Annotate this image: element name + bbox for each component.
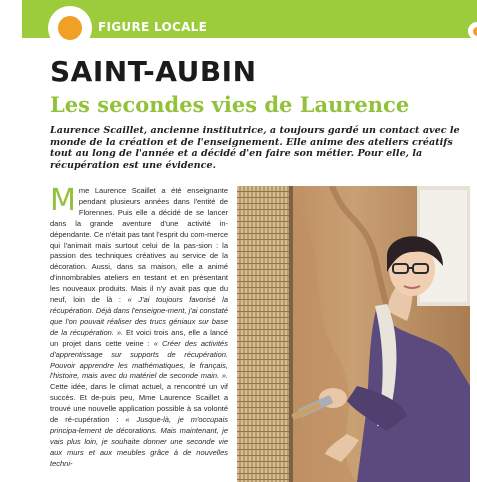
body-quote-3: « Jusque-là, je m'occupais principa-lement de décorations. Mais maintenant, je vais plus loin, je souhaite donner une seconde vie aux murs et aux meubles grâce à de nouvelles techni-	[50, 415, 228, 468]
body-paragraph-1: me Laurence Scaillet a été enseignante pendant plusieurs années dans l'entité de Florennes. Puis elle a décidé de se lancer dans la grande aventure d'une activité in-dépendante. Ce n'était pas tant l'esprit du com-merce qui l'animait mais surtout celui de la pas-sion : la passion des techniques créatives au service de la décoration. Aussi, dans sa maison, elle a animé d'innombrables ateliers en testant et en présentant les nouveaux produits. Mais il n'y avait pas que du neuf, loin de là :	[50, 186, 228, 305]
orange-dot-icon	[58, 16, 82, 40]
article-photo	[237, 186, 470, 482]
article-lead: Laurence Scaillet, ancienne institutrice, a toujours gardé un contact avec le monde de la création et de l'enseignement. Elle anime des ateliers créatifs tout au long de l'année et a décidé d'en faire son métier. Pour elle, la récupération est une évidence.	[50, 125, 460, 171]
article-body	[50, 186, 228, 482]
article-subtitle: Les secondes vies de Laurence	[50, 92, 410, 117]
corner-dot-icon	[473, 27, 477, 36]
article-title: SAINT-AUBIN	[50, 55, 257, 88]
body-paragraph-3: Cette idée, dans le climat actuel, a rencontré un vif succès. Et de-puis peu, Mme Laurence Scaillet a trouvé une nouvelle application possible à sa volonté de ré-cupération :	[50, 382, 228, 425]
photo-illustration	[237, 186, 470, 482]
category-marker-icon	[48, 6, 92, 50]
category-label: FIGURE LOCALE	[98, 20, 208, 34]
body-quote-2: « Créer des activités d'apprentissage sur supports de récupération. Pouvoir apprendre les mathématiques, le français, l'histoire, mais avec du matériel de seconde main. ».	[50, 338, 228, 381]
drop-cap: M	[50, 186, 76, 218]
body-paragraph-2: Et voici trois ans, elle a lancé un projet dans cette veine :	[50, 327, 228, 348]
body-quote-1: « J'ai toujours favorisé la récupération. Déjà dans l'enseigne-ment, j'ai constaté que l'on pouvait réaliser des trucs géniaux sur base de la récupération. ».	[50, 295, 228, 337]
